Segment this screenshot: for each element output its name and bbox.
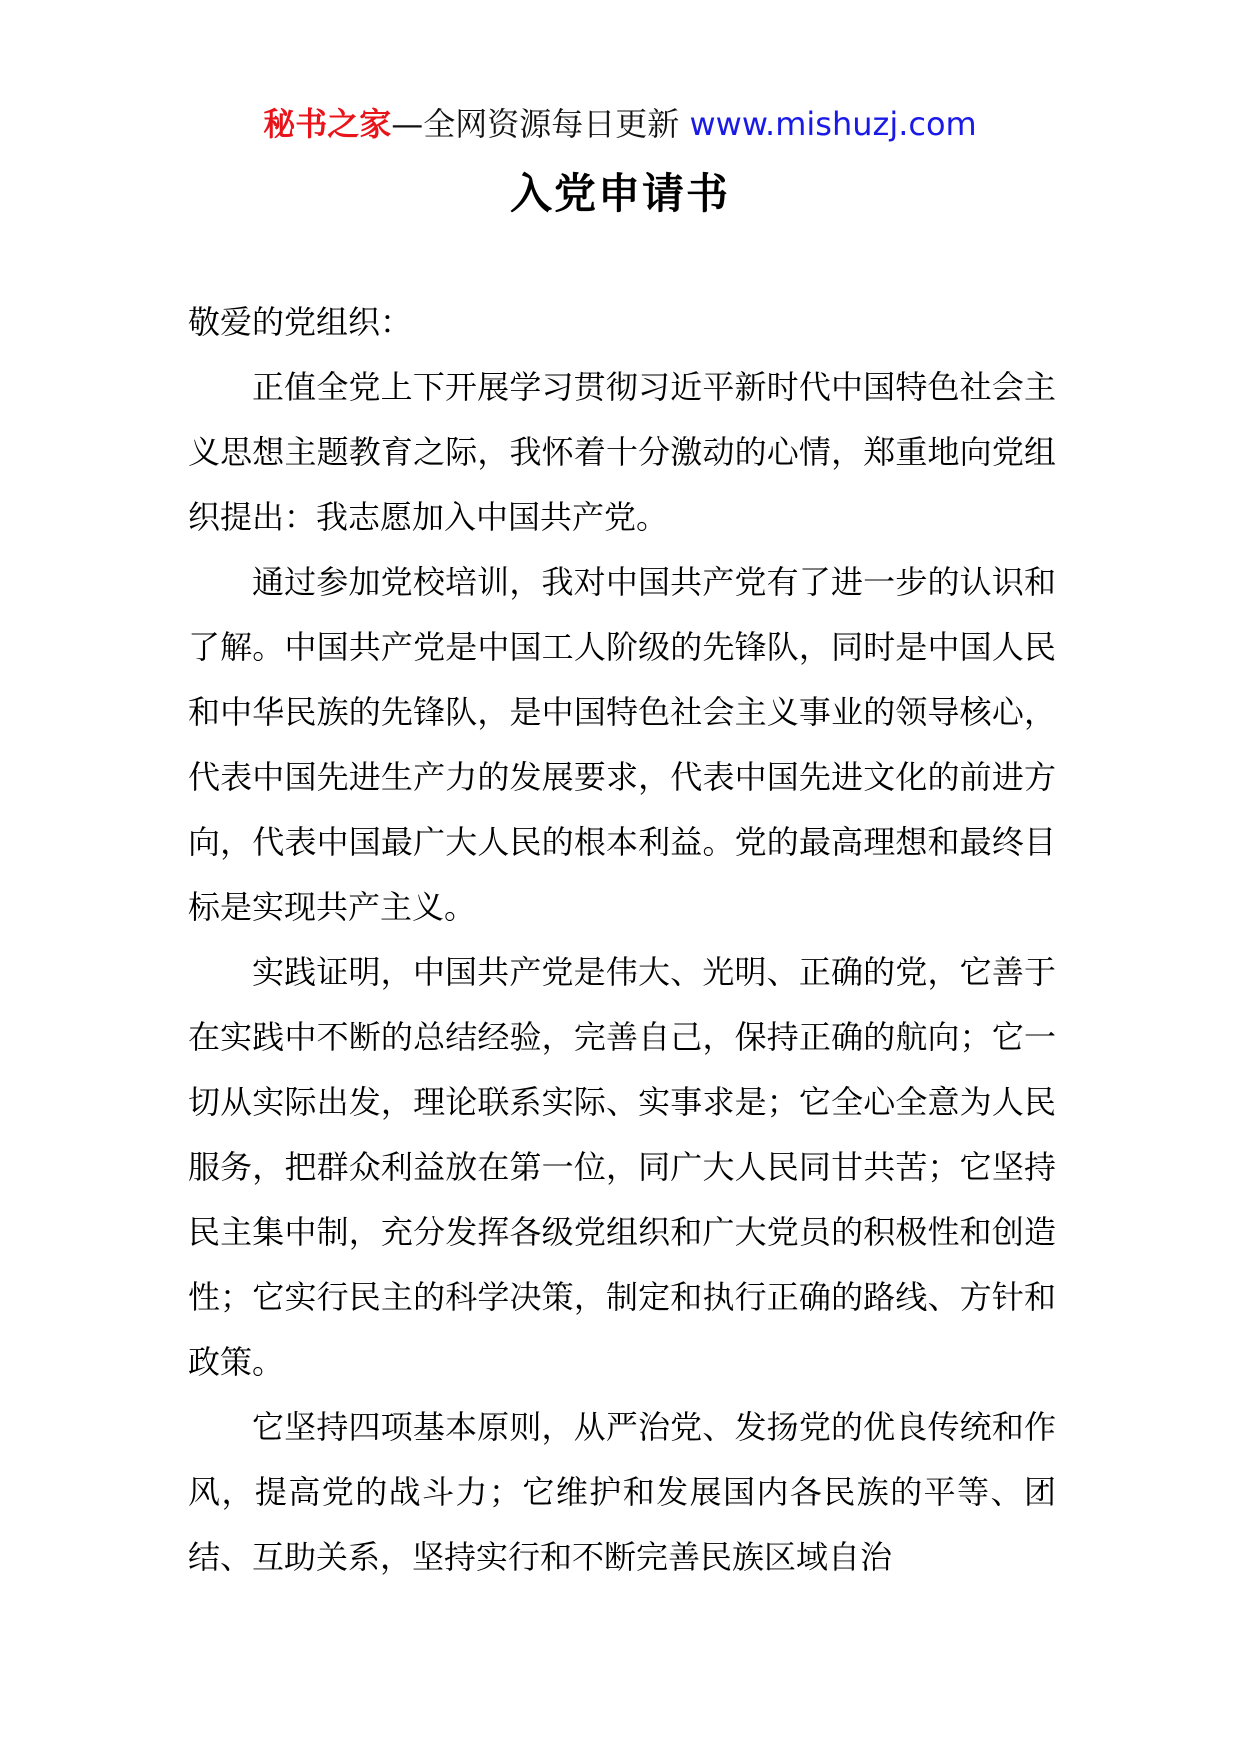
site-tagline: —全网资源每日更新 — [391, 105, 680, 143]
paragraph-2: 通过参加党校培训，我对中国共产党有了进一步的认识和了解。中国共产党是中国工人阶级的先锋队，同时是中国人民和中华民族的先锋队，是中国特色社会主义事业的领导核心，代表中国先进生产力的发展要求，代表中国先进文化的前进方向，代表中国最广大人民的根本利益。党的最高理想和最终目标是实现共产主义。 — [188, 563, 1056, 926]
site-url-link[interactable]: www.mishuzj.com — [689, 105, 977, 143]
document-body — [188, 290, 1056, 1590]
greeting: 敬爱的党组织： — [188, 303, 413, 341]
site-header — [0, 102, 1240, 146]
site-brand: 秘书之家 — [263, 105, 392, 143]
paragraph-1: 正值全党上下开展学习贯彻习近平新时代中国特色社会主义思想主题教育之际，我怀着十分激动的心情，郑重地向党组织提出：我志愿加入中国共产党。 — [188, 368, 1056, 536]
paragraph-4: 它坚持四项基本原则，从严治党、发扬党的优良传统和作风，提高党的战斗力；它维护和发展国内各民族的平等、团结、互助关系，坚持实行和不断完善民族区域自治 — [188, 1408, 1056, 1576]
document-title: 入党申请书 — [509, 169, 730, 218]
paragraph-3: 实践证明，中国共产党是伟大、光明、正确的党，它善于在实践中不断的总结经验，完善自己，保持正确的航向；它一切从实际出发，理论联系实际、实事求是；它全心全意为人民服务，把群众利益放在第一位，同广大人民同甘共苦；它坚持民主集中制，充分发挥各级党组织和广大党员的积极性和创造性；它实行民主的科学决策，制定和执行正确的路线、方针和政策。 — [188, 953, 1056, 1381]
